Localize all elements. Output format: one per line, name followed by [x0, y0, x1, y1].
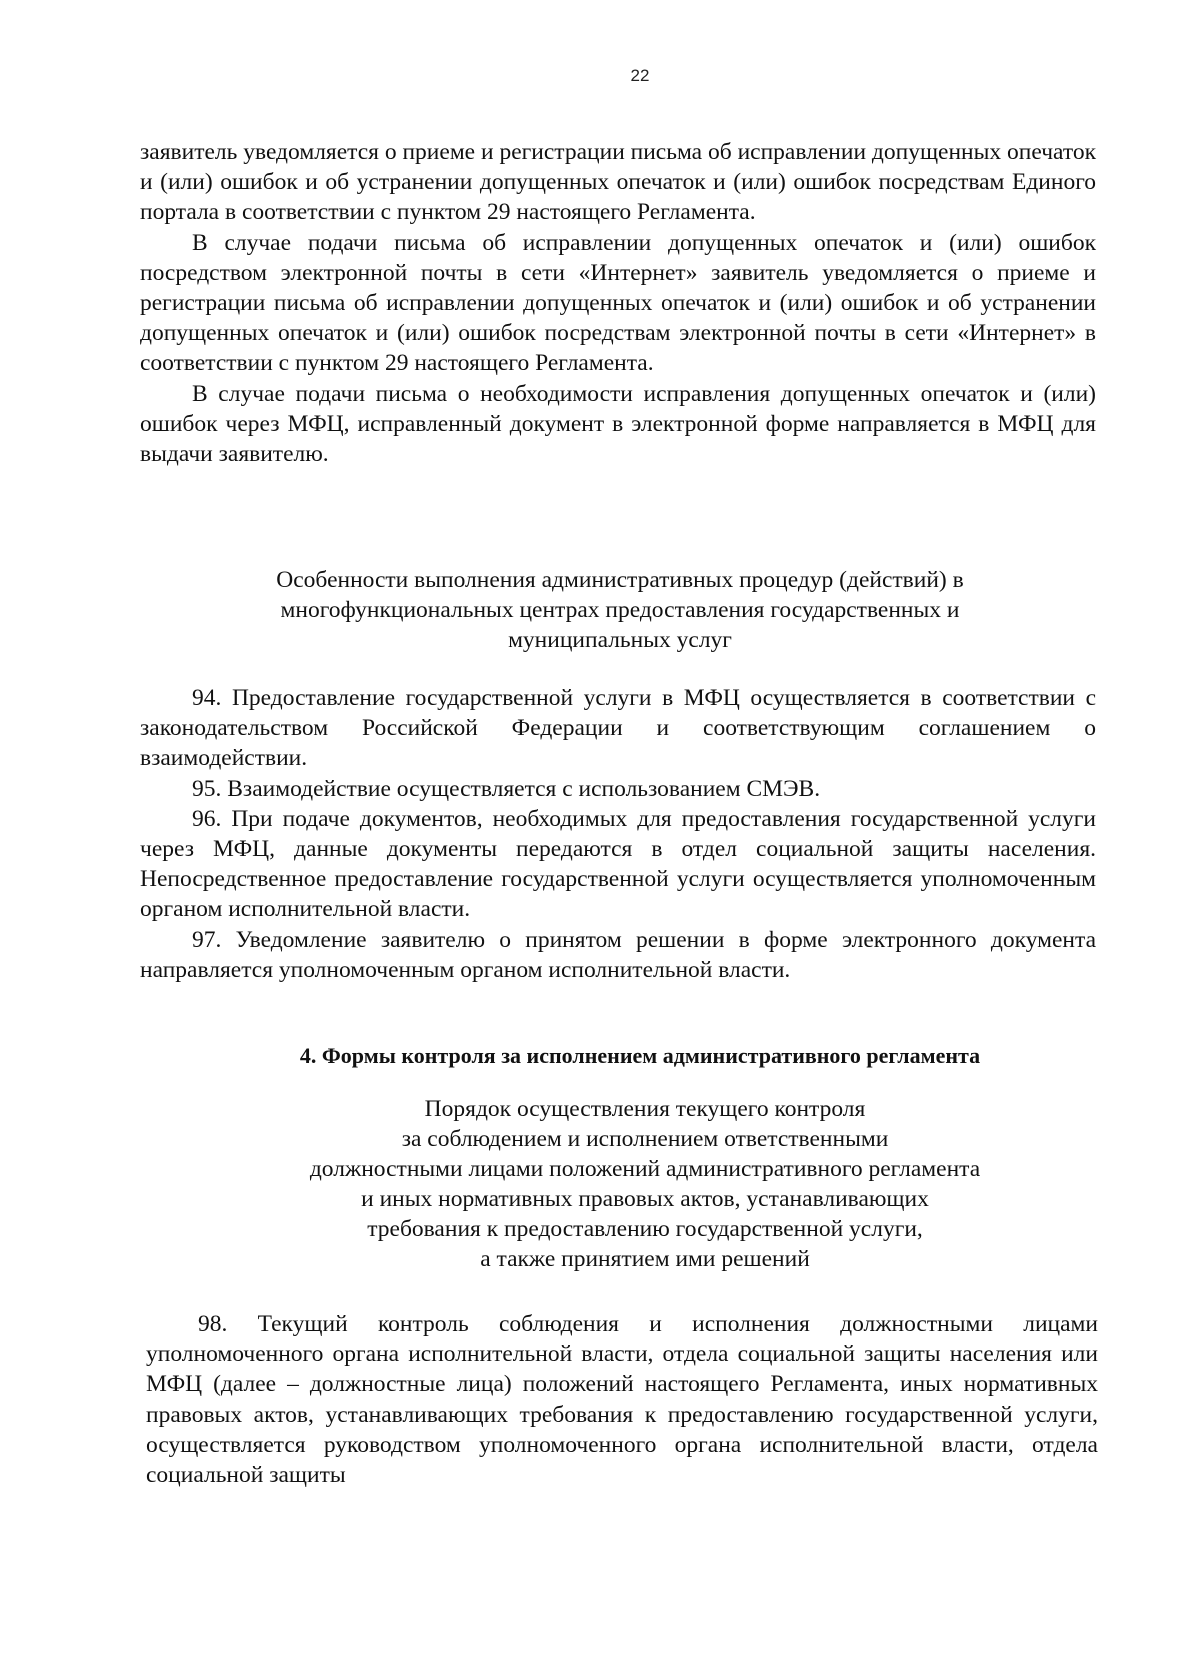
- heading-line: многофункциональных центрах предоставления государственных и: [280, 597, 960, 623]
- page-number: 22: [630, 66, 650, 85]
- heading-line: Особенности выполнения административных процедур (действий) в: [276, 567, 964, 593]
- paragraph-97: 97. Уведомление заявителю о принятом решении в форме электронного документа направляется уполномоченным органом исполнительной власти.: [140, 926, 1096, 983]
- heading-line: Порядок осуществления текущего контроля: [424, 1096, 866, 1122]
- paragraph-mfc-case: В случае подачи письма о необходимости исправления допущенных опечаток и (или) ошибок через МФЦ, исправленный документ в электронной форме направляется в МФЦ для выдачи заявителю.: [140, 380, 1096, 468]
- heading-line: муниципальных услуг: [508, 627, 732, 653]
- paragraph-96: 96. При подаче документов, необходимых для предоставления государственной услуги через МФЦ, данные документы передаются в отдел социальной защиты населения. Непосредственное предоставление государственной услуги осуществляется уполномоченным органом исполнительной власти.: [140, 805, 1096, 923]
- text-block-top: [140, 137, 1096, 469]
- paragraph-94: 94. Предоставление государственной услуги в МФЦ осуществляется в соответствии с законодательством Российской Федерации и соответствующим соглашением о взаимодействии.: [140, 685, 1096, 772]
- text-block-bottom: [146, 1309, 1098, 1490]
- heading-line: и иных нормативных правовых актов, устанавливающих: [361, 1186, 929, 1212]
- heading-line: должностными лицами положений административного регламента: [309, 1156, 981, 1182]
- chapter-heading-4: 4. Формы контроля за исполнением административного регламента: [299, 1043, 981, 1068]
- paragraph-98: 98. Текущий контроль соблюдения и исполнения должностными лицами уполномоченного органа исполнительной власти, отдела социальной защиты населения или МФЦ (далее – должностные лица) положений настоящего Регламента, иных нормативных правовых актов, устанавливающих требования к предоставлению государственной услуги, осуществляется руководством уполномоченного органа исполнительной власти, отдела социальной защиты: [146, 1311, 1098, 1489]
- heading-line: требования к предоставлению государственной услуги,: [367, 1216, 923, 1242]
- heading-line: а также принятием ими решений: [480, 1246, 810, 1272]
- paragraph-95: 95. Взаимодействие осуществляется с использованием СМЭВ.: [192, 775, 821, 802]
- section-heading-mfc: [200, 565, 1040, 655]
- section-heading-control: [220, 1094, 1070, 1274]
- text-block-mid: [140, 683, 1096, 985]
- heading-line: за соблюдением и исполнением ответственными: [401, 1126, 889, 1152]
- paragraph-notification-portal: заявитель уведомляется о приеме и регистрации письма об исправлении допущенных опечаток и (или) ошибок и об устранении допущенных опечаток и (или) ошибок посредствам Единого портала в соответствии с пунктом 29 настоящего Регламента.: [140, 139, 1096, 226]
- paragraph-email-case: В случае подачи письма об исправлении допущенных опечаток и (или) ошибок посредством электронной почты в сети «Интернет» заявитель уведомляется о приеме и регистрации письма об исправлении допущенных опечаток и (или) ошибок и об устранении допущенных опечаток и (или) ошибок посредствам электронной почты в сети «Интернет» в соответствии с пунктом 29 настоящего Регламента.: [140, 229, 1096, 377]
